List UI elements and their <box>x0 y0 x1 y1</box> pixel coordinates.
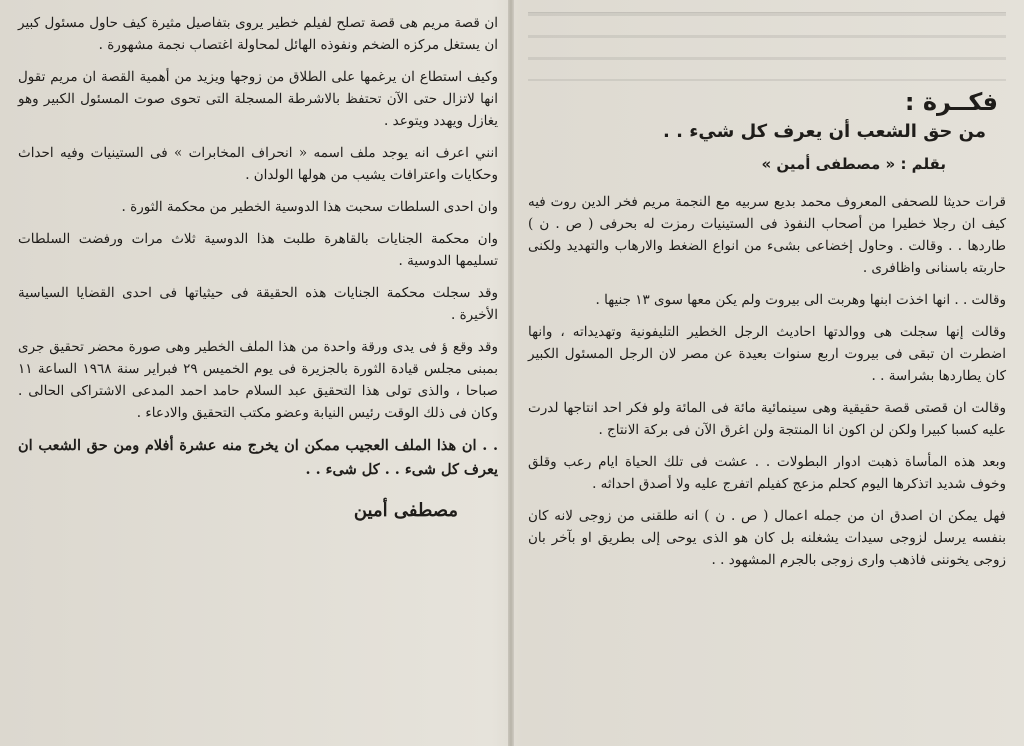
paragraph: فهل يمكن ان اصدق ان من جمله اعمال ( ص . ن ) انه طلقنى من زوجى لانه كان بنفسه يرسل لزوجى سيدات يشغلنه بل كان هو الذى يوحى إلى بطريق او بآخر بان زوجى يخوننى فاذهب وارى زوجى بالجرم المشهود . . <box>528 508 1006 568</box>
paragraph: وبعد هذه المأساة ذهبت ادوار البطولات . . عشت فى تلك الحياة ايام رعب وقلق وخوف شديد اتذكرها اليوم كحلم مزعج كفيلم اتفرج عليه ولا أصدق احداثه . <box>528 454 1006 492</box>
paragraph: وقالت ان قصتى قصة حقيقية وهى سينمائية مائة فى المائة ولو فكر احد انتاجها لدرت عليه كسبا كبيرا ولكن لن اكون انا المنتجة ولن اغرق الآن فى بركة الانتاج . <box>528 400 1006 438</box>
closing-paragraph: . . ان هذا الملف العجيب ممكن ان يخرج منه عشرة أفلام ومن حق الشعب ان يعرف كل شىء . . كل شىء . . <box>18 437 498 478</box>
paragraph: انني اعرف انه يوجد ملف اسمه « انحراف المخابرات » فى الستينيات وفيه احداث وحكايات واعترافات يشيب من هولها الولدان . <box>18 145 498 183</box>
column-kicker: فكــرة : <box>904 88 998 116</box>
article-headline: من حق الشعب أن يعرف كل شيء . . <box>662 121 986 142</box>
article-byline: بقلم : « مصطفى أمين » <box>761 155 946 173</box>
paragraph: قرات حديثا للصحفى المعروف محمد بديع سربيه مع النجمة مريم فخر الدين روت فيه كيف ان رجلا خطيرا من أصحاب النفوذ فى الستينيات رمزت له بحرفى ( ص . ن ) طاردها . . وقالت . وحاول إخضاعى بشىء من انواع الضغط والارهاب والتهديد ولكنى حاربته باسنانى واظافرى . <box>528 194 1006 276</box>
paragraph: وكيف استطاع ان يرغمها على الطلاق من زوجها ويزيد من أهمية القصة ان مريم تقول انها لاتزال حتى الآن تحتفظ بالاشرطة المسجلة التى تحوى صوت المسئول الكبير وهو يغازل ويهدد ويتوعد . <box>18 69 498 129</box>
author-signature: مصطفى أمين <box>353 500 458 521</box>
paragraph: وان محكمة الجنايات بالقاهرة طلبت هذا الدوسية ثلاث مرات ورفضت السلطات تسليمها الدوسية . <box>18 231 498 269</box>
paragraph: وان احدى السلطات سحبت هذا الدوسية الخطير من محكمة الثورة . <box>121 199 498 215</box>
article-start-column <box>528 12 1006 581</box>
paragraph: وقد وقع ؤ فى يدى ورقة واحدة من هذا الملف الخطير وهى صورة محضر تحقيق جرى بمبنى مجلس قيادة الثورة بالجزيرة فى يوم الخميس ٢٩ فبراير سنة ١٩٦٨ الساعة ١١ صباحا ، والذى تولى هذا التحقيق عبد السلام حامد احمد المدعى الاشتراكى الحالى . وكان فى ذلك الوقت رئيس النيابة وعضو مكتب التحقيق والادعاء . <box>18 339 498 421</box>
paragraph: وقالت إنها سجلت هى ووالدتها احاديث الرجل الخطير التليفونية وتهديداته ، وانها اضطرت ان تبقى فى بيروت اربع سنوات بعيدة عن مصر لان الرجل المسئول الكبير كان يطاردها بشراسة . . <box>528 324 1006 384</box>
paragraph: وقد سجلت محكمة الجنايات هذه الحقيقة فى حيثياتها فى احدى القضايا السياسية الأخيرة . <box>18 285 498 323</box>
page-gutter <box>508 0 514 746</box>
paragraph: وقالت . . انها اخذت ابنها وهربت الى بيروت ولم يكن معها سوى ١٣ جنيها . <box>595 292 1006 308</box>
article-continuation-column <box>18 12 498 522</box>
show-through-text <box>528 12 1006 81</box>
paragraph: ان قصة مريم هى قصة تصلح لفيلم خطير يروى بتفاصيل مثيرة كيف حاول مسئول كبير ان يستغل مركزه الضخم ونفوذه الهائل لمحاولة اغتصاب نجمة مشهورة . <box>18 15 498 53</box>
